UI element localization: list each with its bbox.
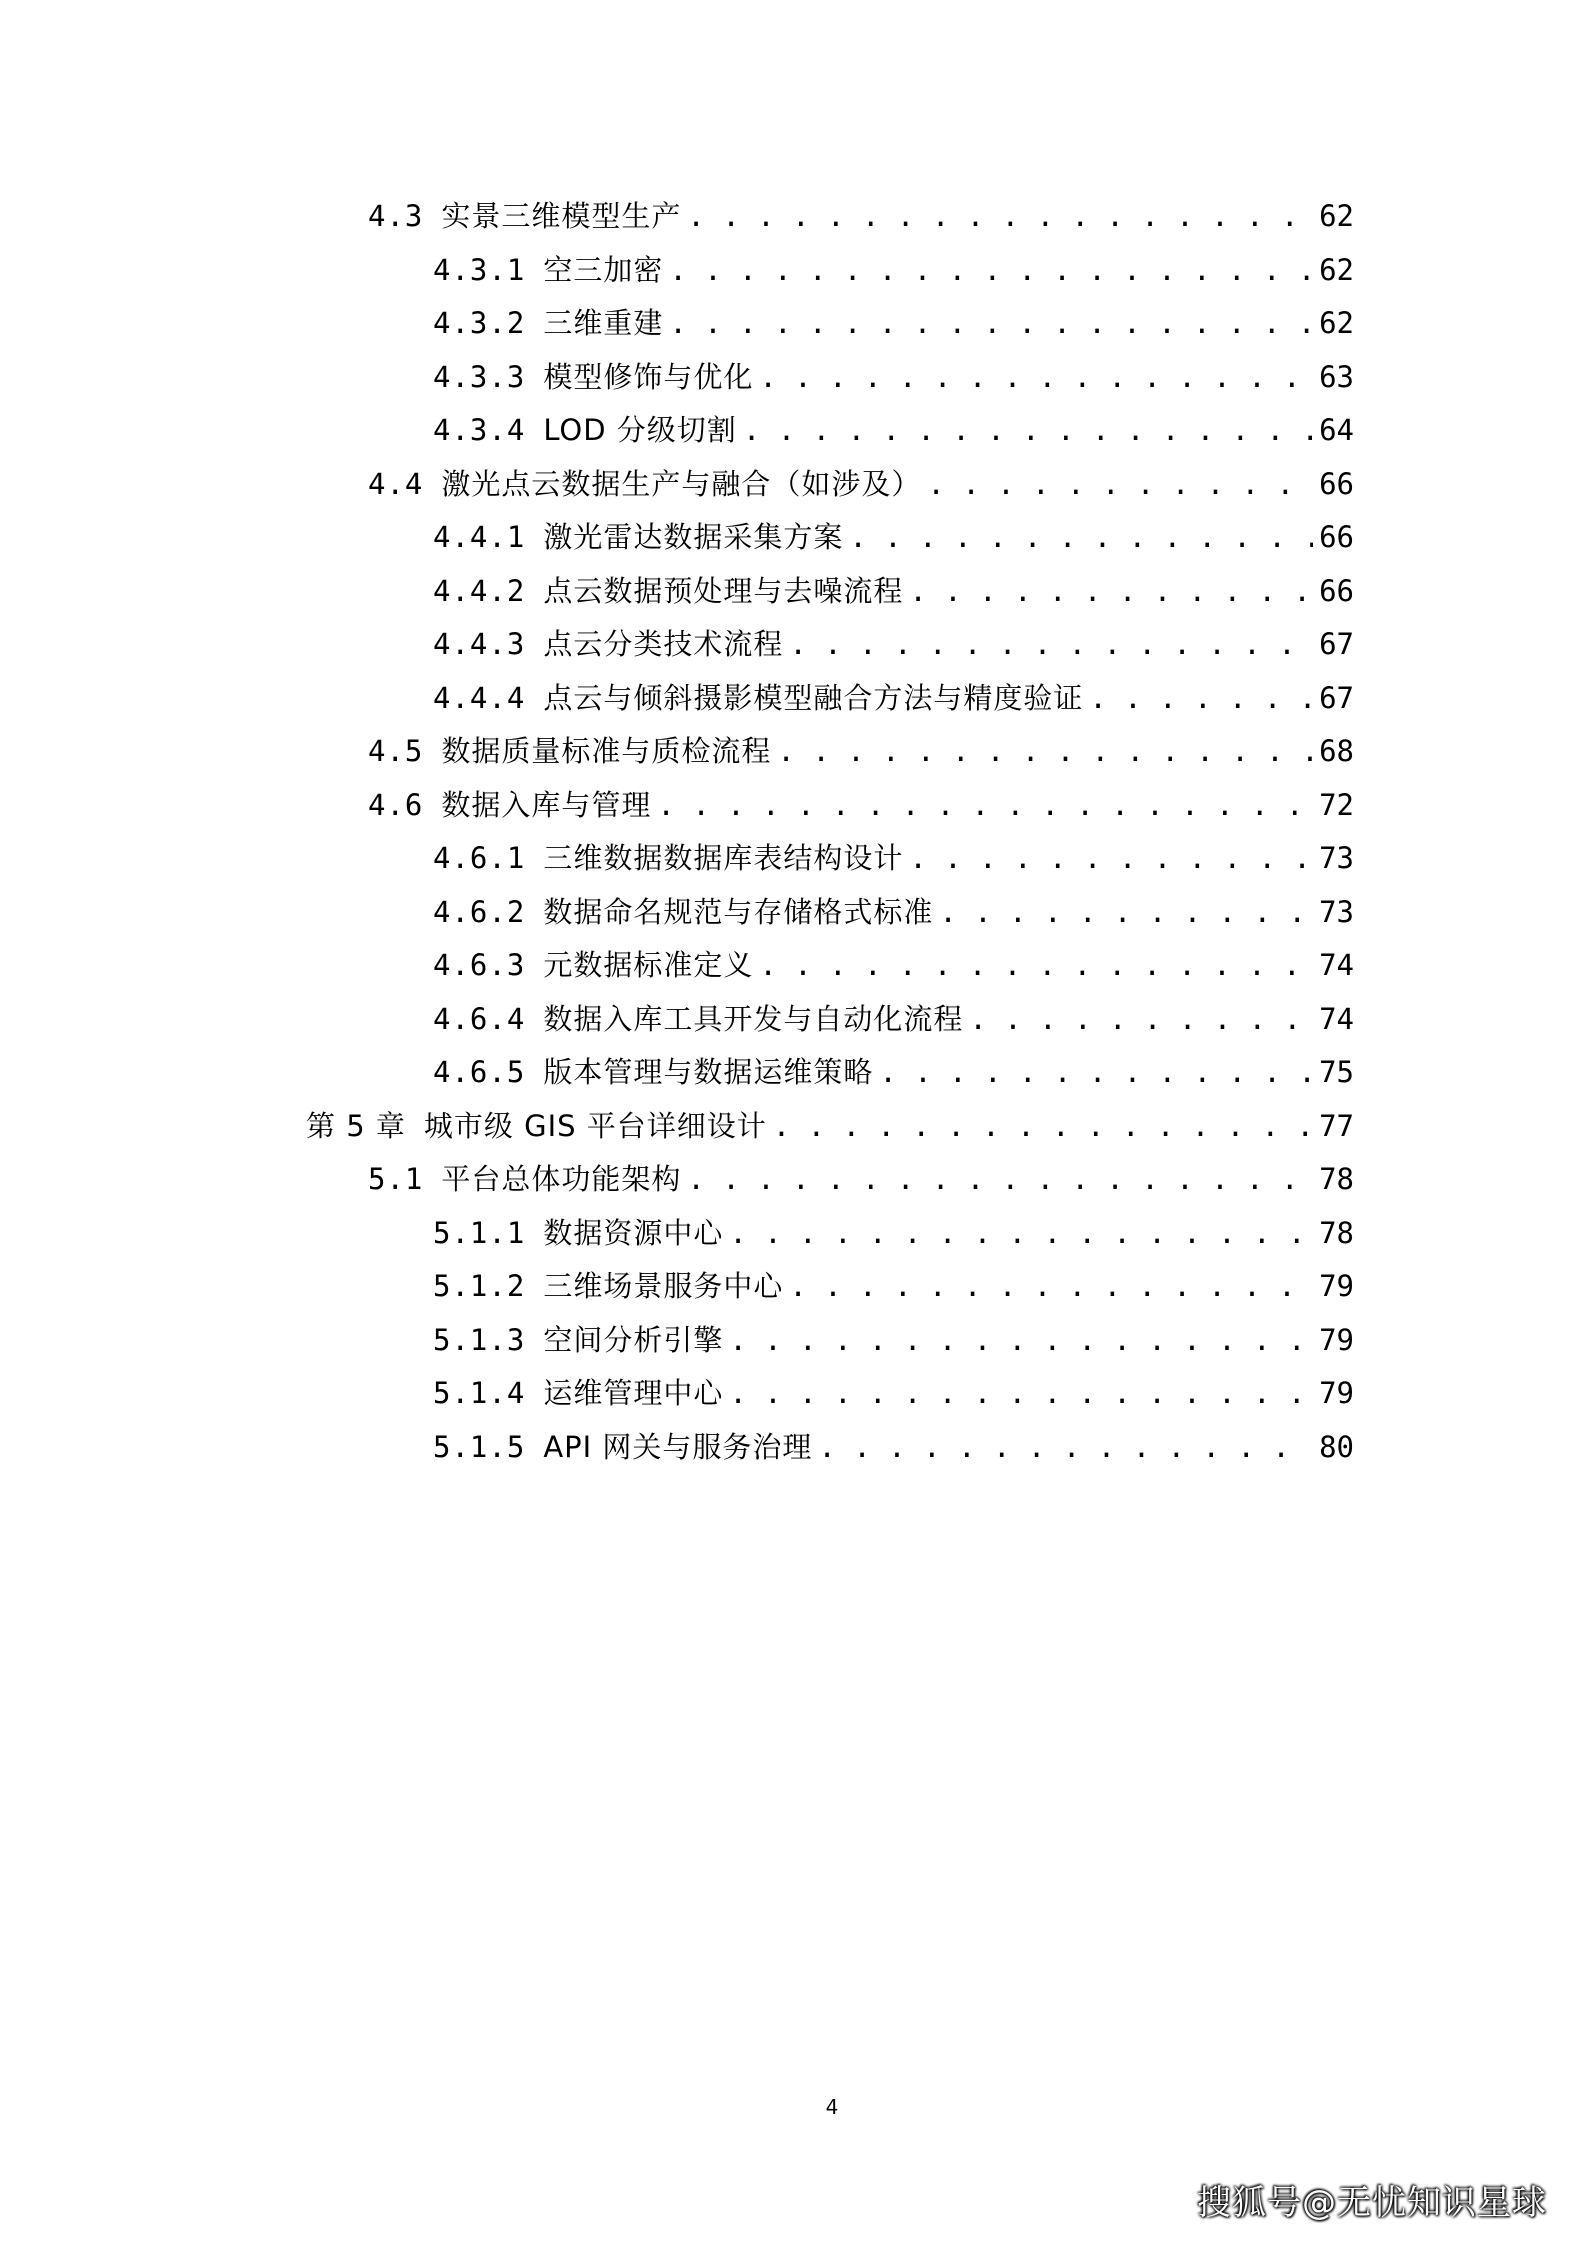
toc-entry-page: 79	[1319, 1323, 1354, 1357]
toc-entry-title: 点云数据预处理与去噪流程	[543, 574, 904, 608]
toc-entry[interactable]	[433, 945, 1354, 985]
toc-entry-page: 66	[1319, 467, 1354, 501]
page-number: 4	[825, 2095, 839, 2119]
toc-entry-number: 5.1.2	[433, 1269, 526, 1303]
toc-entry-page: 68	[1319, 734, 1354, 768]
toc-dot-leader	[879, 1052, 1313, 1092]
toc-entry-title: 运维管理中心	[543, 1376, 724, 1410]
toc-entry-number: 4.4	[368, 467, 424, 501]
toc-dot-leader	[669, 250, 1313, 290]
toc-entry-number: 4.3.2	[433, 306, 526, 340]
toc-entry[interactable]	[368, 785, 1354, 825]
toc-entry-title: 空三加密	[543, 253, 664, 287]
toc-entry[interactable]	[433, 517, 1354, 557]
toc-entry-number: 4.3	[368, 199, 424, 233]
toc-dot-leader	[687, 1159, 1313, 1199]
toc-entry-number: 4.4.4	[433, 681, 526, 715]
toc-entry-title: 激光雷达数据采集方案	[543, 520, 844, 554]
toc-entry-number: 5.1.3	[433, 1323, 526, 1357]
toc-entry[interactable]	[433, 838, 1354, 878]
toc-dot-leader	[669, 303, 1313, 343]
toc-entry[interactable]	[368, 464, 1354, 504]
toc-dot-leader	[743, 410, 1313, 450]
toc-entry[interactable]	[433, 303, 1354, 343]
toc-entry-page: 62	[1319, 253, 1354, 287]
toc-entry-page: 66	[1319, 520, 1354, 554]
toc-entry-title: 点云与倾斜摄影模型融合方法与精度验证	[543, 681, 1084, 715]
toc-entry[interactable]	[368, 196, 1354, 236]
toc-dot-leader	[969, 999, 1313, 1039]
toc-entry-number: 4.6.5	[433, 1055, 526, 1089]
toc-entry[interactable]	[368, 731, 1354, 771]
toc-entry[interactable]	[433, 1213, 1354, 1253]
toc-dot-leader	[729, 1213, 1313, 1253]
toc-entry[interactable]	[433, 1320, 1354, 1360]
toc-entry[interactable]	[433, 624, 1354, 664]
toc-dot-leader	[818, 1427, 1313, 1467]
toc-entry-page: 67	[1319, 681, 1354, 715]
toc-entry-page: 67	[1319, 627, 1354, 661]
toc-entry-page: 62	[1319, 199, 1354, 233]
toc-entry-page: 72	[1319, 788, 1354, 822]
toc-entry-title: LOD 分级切割	[543, 413, 737, 447]
toc-entry-title: 城市级 GIS 平台详细设计	[423, 1109, 767, 1143]
toc-entry-number: 4.3.3	[433, 360, 526, 394]
toc-dot-leader	[729, 1373, 1313, 1413]
toc-entry-chapter[interactable]	[306, 1106, 1354, 1146]
toc-entry-page: 75	[1319, 1055, 1354, 1089]
toc-entry[interactable]	[368, 1159, 1354, 1199]
toc-dot-leader	[927, 464, 1313, 504]
toc-entry-number: 4.6	[368, 788, 424, 822]
toc-entry-title: 数据质量标准与质检流程	[441, 734, 772, 768]
toc-entry-number: 5.1.4	[433, 1376, 526, 1410]
toc-entry-title: 数据命名规范与存储格式标准	[543, 895, 934, 929]
toc-entry-number: 4.4.3	[433, 627, 526, 661]
toc-entry-title: 实景三维模型生产	[441, 199, 682, 233]
toc-entry-title: 平台总体功能架构	[441, 1162, 682, 1196]
toc-entry-page: 73	[1319, 841, 1354, 875]
watermark: 搜狐号@无忧知识星球	[1197, 2183, 1547, 2223]
toc-entry-page: 78	[1319, 1216, 1354, 1250]
toc-entry-number: 5.1.1	[433, 1216, 526, 1250]
toc-entry[interactable]	[433, 250, 1354, 290]
toc-entry-title: 数据资源中心	[543, 1216, 724, 1250]
toc-entry-number: 4.6.3	[433, 948, 526, 982]
toc-entry-title: 三维数据数据库表结构设计	[543, 841, 904, 875]
toc-entry-title: 空间分析引擎	[543, 1323, 724, 1357]
toc-entry-page: 80	[1319, 1430, 1354, 1464]
toc-entry[interactable]	[433, 1373, 1354, 1413]
toc-entry[interactable]	[433, 892, 1354, 932]
toc-entry-title: 三维重建	[543, 306, 664, 340]
toc-dot-leader	[789, 624, 1313, 664]
toc-dot-leader	[849, 517, 1313, 557]
toc-entry-title: 版本管理与数据运维策略	[543, 1055, 874, 1089]
toc-entry[interactable]	[433, 410, 1354, 450]
toc-dot-leader	[909, 571, 1313, 611]
toc-entry-number: 4.5	[368, 734, 424, 768]
toc-entry[interactable]	[433, 1052, 1354, 1092]
toc-entry-number: 4.3.4	[433, 413, 526, 447]
toc-entry-page: 62	[1319, 306, 1354, 340]
toc-dot-leader	[729, 1320, 1313, 1360]
toc-entry-page: 77	[1319, 1109, 1354, 1143]
toc-entry-page: 79	[1319, 1269, 1354, 1303]
toc-entry-page: 73	[1319, 895, 1354, 929]
toc-dot-leader	[909, 838, 1313, 878]
toc-entry-title: 激光点云数据生产与融合（如涉及）	[441, 467, 922, 501]
toc-entry-number: 4.6.2	[433, 895, 526, 929]
toc-entry-title: 数据入库工具开发与自动化流程	[543, 1002, 964, 1036]
toc-entry-number: 4.3.1	[433, 253, 526, 287]
toc-dot-leader	[759, 357, 1313, 397]
toc-dot-leader	[687, 196, 1313, 236]
toc-entry-number: 5.1.5	[433, 1430, 526, 1464]
toc-entry-page: 64	[1319, 413, 1354, 447]
toc-dot-leader	[777, 731, 1313, 771]
toc-entry-page: 63	[1319, 360, 1354, 394]
toc-entry-page: 74	[1319, 948, 1354, 982]
toc-dot-leader	[1089, 678, 1313, 718]
toc-entry-number: 4.6.1	[433, 841, 526, 875]
toc-dot-leader	[657, 785, 1313, 825]
toc-dot-leader	[759, 945, 1313, 985]
toc-entry[interactable]	[433, 999, 1354, 1039]
toc-entry[interactable]	[433, 1427, 1354, 1467]
toc-entry-title: 元数据标准定义	[543, 948, 754, 982]
toc-dot-leader	[789, 1266, 1313, 1306]
toc-entry-page: 74	[1319, 1002, 1354, 1036]
toc-entry-number: 第 5 章	[306, 1109, 406, 1143]
toc-dot-leader	[939, 892, 1313, 932]
toc-entry-title: 模型修饰与优化	[543, 360, 754, 394]
toc-entry-title: 点云分类技术流程	[543, 627, 784, 661]
toc-entry[interactable]	[433, 571, 1354, 611]
toc-entry-number: 4.4.1	[433, 520, 526, 554]
toc-entry[interactable]	[433, 1266, 1354, 1306]
toc-entry-page: 78	[1319, 1162, 1354, 1196]
toc-entry-number: 4.6.4	[433, 1002, 526, 1036]
toc-entry[interactable]	[433, 357, 1354, 397]
toc-entry-number: 5.1	[368, 1162, 424, 1196]
toc-dot-leader	[773, 1106, 1313, 1146]
toc-entry-title: 数据入库与管理	[441, 788, 652, 822]
toc-entry-page: 66	[1319, 574, 1354, 608]
toc-entry-number: 4.4.2	[433, 574, 526, 608]
toc-entry-title: 三维场景服务中心	[543, 1269, 784, 1303]
toc-entry-page: 79	[1319, 1376, 1354, 1410]
toc-entry-title: API 网关与服务治理	[543, 1430, 813, 1464]
toc-entry[interactable]	[433, 678, 1354, 718]
